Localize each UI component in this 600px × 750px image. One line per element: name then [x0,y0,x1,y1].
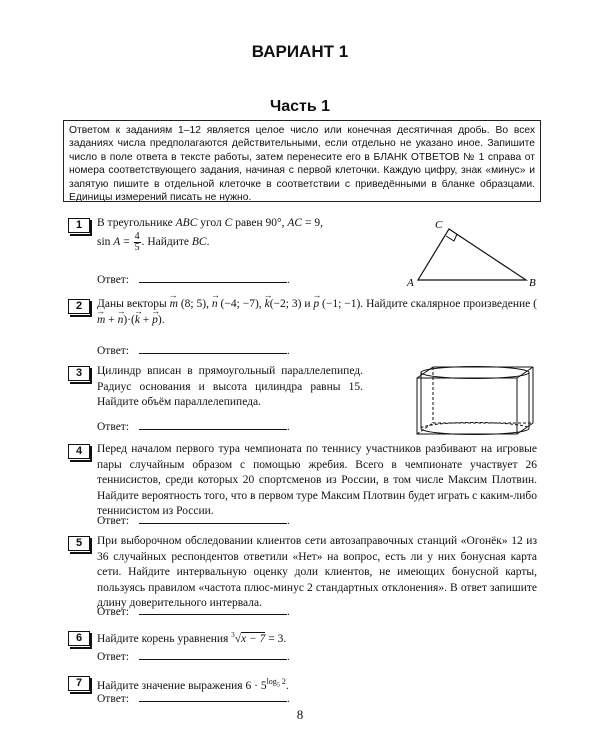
part-title: Часть 1 [269,98,331,115]
task-6-text: Найдите корень уравнения $^3$√x − 7 = 3. [97,631,287,645]
answer-line-2[interactable]: Ответ: . [97,345,290,357]
answer-line-6[interactable]: Ответ: . [97,651,290,663]
task-2-text: Даны векторы → m (8; 5), → n (−4; −7), → k(−2; 3) и → p (−1; −1). Найдите скалярное произведение (→ m + → n)·(→ k + → p). [97,297,537,328]
task-4-text: Перед началом первого тура чемпионата по теннису участников разбивают на игровые пары случайным образом с помощью жребия. Всего в чемпионате участвует 26 теннисистов, среди которых 20 спортсменов из России, в том числе Максим Плотвин. Найдите вероятность того, что в первом туре Максим Плотвин будет играть с каким-либо теннисистом из России. [97,443,537,517]
right-angle-mark [446,234,457,241]
triangle-figure [405,218,545,290]
triangle-abc [418,229,526,280]
task-number-7: 7 [68,676,90,691]
task-number-2: 2 [68,299,90,314]
task-3-text: Цилиндр вписан в прямоугольный параллелепипед. Радиус основания и высота цилиндра равны 15. Найдите объём параллелепипеда. [97,365,363,408]
answer-line-5[interactable]: Ответ: . [97,606,290,618]
task-7-text: Найдите значение выражения $6 \cdot 5^{log_5 2}$. [97,677,289,692]
page-number: 8 [296,707,304,722]
box-front [417,378,517,434]
label-b: B [529,277,536,289]
task-number-5: 5 [68,536,90,551]
label-c: C [435,219,443,231]
variant-title: ВАРИАНТ 1 [251,42,349,61]
answer-line-7[interactable]: Ответ: . [97,693,290,705]
task-1-text: В треугольнике ABC угол C равен 90°, AC = 9, sin A = $\frac{4}{5}$ . Найдите BC. [97,217,323,253]
answer-line-3[interactable]: Ответ: . [97,421,290,433]
answer-line-4[interactable]: Ответ: . [97,515,290,527]
answer-line-1[interactable]: Ответ: . [97,274,290,286]
instruction-box: Ответом к заданиям 1–12 является целое число или конечная десятичная дробь. Во всех заданиях числа предполагаются действительными, если отдельно не указано иное. Запишите число в поле ответа в тексте работы, затем перенесите его в БЛАНК ОТВЕТОВ № 1 справа от номера соответствующего задания, начиная с первой клеточки. Каждую цифру, знак «минус» и запятую пишите в отдельной клеточке в соответствии с приведёнными в бланке образцами. Единицы измерений писать не нужно. [63,120,541,202]
task-number-4: 4 [68,444,90,459]
label-a: A [407,277,414,289]
fraction-4-5: $\frac{4}{5}$ [134,230,140,253]
task-number-1: 1 [68,218,90,233]
task-number-3: 3 [68,366,90,381]
cylinder-in-box-figure [405,362,540,442]
cylinder-top [421,367,529,379]
task-5-text: При выборочном обследовании клиентов сети автозаправочных станций «Огонёк» 12 из 36 случайных респондентов ответили «Нет» на вопрос, есть ли у них бонусная карта сети. Найдите интервальную оценку доли клиентов, не имеющих бонусной карты, пользуясь правилом «частота плюс-минус 2 стандартных отклонения». В ответ запишите длину доверительного интервала. [97,535,537,609]
task-number-6: 6 [68,631,90,646]
